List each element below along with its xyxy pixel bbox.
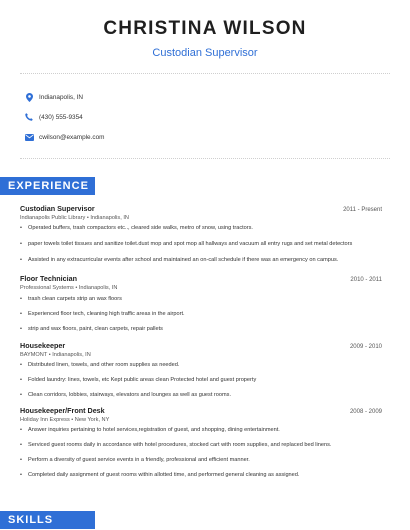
experience-list [0, 204, 410, 478]
phone-icon [24, 113, 34, 121]
list-item: • Folded laundry: lines, towels, etc Kept public areas clean Protected hotel and guest property [28, 377, 382, 383]
list-item: • strip and wax floors, paint, clean carpets, repair pallets [28, 326, 382, 332]
job-bullets [20, 296, 382, 332]
contact-phone [24, 108, 410, 126]
list-item: • trash clean carpets strip an wax floors [28, 296, 382, 302]
list-item: • Assisted in any extracurricular events after school and maintained an on-call schedule if there was an emergency on campus. [28, 257, 382, 263]
list-item: • Distributed linen, towels, and other room supplies as needed. [28, 362, 382, 368]
job-dates: 2011 - Present [343, 207, 382, 213]
job-company: BAYMONT • Indianapolis, IN [20, 352, 91, 358]
list-item: • Perform a diversity of guest service events in a friendly, professional and efficient manner. [28, 457, 382, 463]
list-item: • paper towels toilet tissues and sanitize toilet.dust mop and spot mop all hallways and vacuum all entry rugs and set metal detectors [28, 241, 382, 247]
candidate-title: Custodian Supervisor [152, 47, 258, 59]
list-item: • Experienced floor tech, cleaning high traffic areas in the airport. [28, 311, 382, 317]
location-text: Indianapolis, IN [39, 93, 84, 101]
job-title: Housekeeper [20, 341, 66, 350]
list-item: • Answer inquiries pertaining to hotel services,registration of guest, and shopping, dining entertainment. [28, 427, 382, 433]
email-text: cwilson@example.com [39, 133, 105, 141]
job-bullets [20, 427, 382, 478]
job-bullets [20, 225, 382, 263]
job-bullets [20, 362, 382, 398]
experience-heading: EXPERIENCE [0, 177, 95, 195]
list-item: • Completed daily assignment of guest rooms within allotted time, and performed general cleaning as assigned. [28, 472, 382, 478]
job-title: Housekeeper/Front Desk [20, 406, 105, 415]
skills-heading: SKILLS [0, 511, 95, 529]
contact-list [0, 74, 410, 158]
job-entry [20, 406, 382, 478]
envelope-icon [24, 134, 34, 141]
job-title: Floor Technician [20, 274, 77, 283]
list-item: • Operated buffers, trash compactors etc.., cleared side walks, metro of snow, using tractors. [28, 225, 382, 231]
job-company: Holiday Inn Express • New York, NY [20, 417, 110, 423]
job-company: Indianapolis Public Library • Indianapolis, IN [20, 215, 129, 221]
contact-location [24, 88, 410, 106]
resume-header [0, 0, 410, 59]
job-entry [20, 274, 382, 332]
phone-text: (430) 555-9354 [39, 113, 83, 121]
job-title: Custodian Supervisor [20, 204, 95, 213]
job-company: Professional Systems • Indianapolis, IN [20, 285, 118, 291]
list-item: • Clean corridors, lobbies, stairways, elevators and lounges as well as guest rooms. [28, 392, 382, 398]
divider [20, 158, 390, 159]
location-pin-icon [24, 93, 34, 102]
contact-email [24, 128, 410, 146]
list-item: • Serviced guest rooms daily in accordance with hotel procedures, stocked cart with room supplies, and replaced bed linens. [28, 442, 382, 448]
job-dates: 2008 - 2009 [349, 409, 382, 415]
job-dates: 2009 - 2010 [349, 344, 382, 350]
job-dates: 2010 - 2011 [350, 277, 382, 283]
job-entry [20, 341, 382, 398]
job-entry [20, 204, 382, 263]
candidate-name: CHRISTINA WILSON [103, 18, 307, 39]
